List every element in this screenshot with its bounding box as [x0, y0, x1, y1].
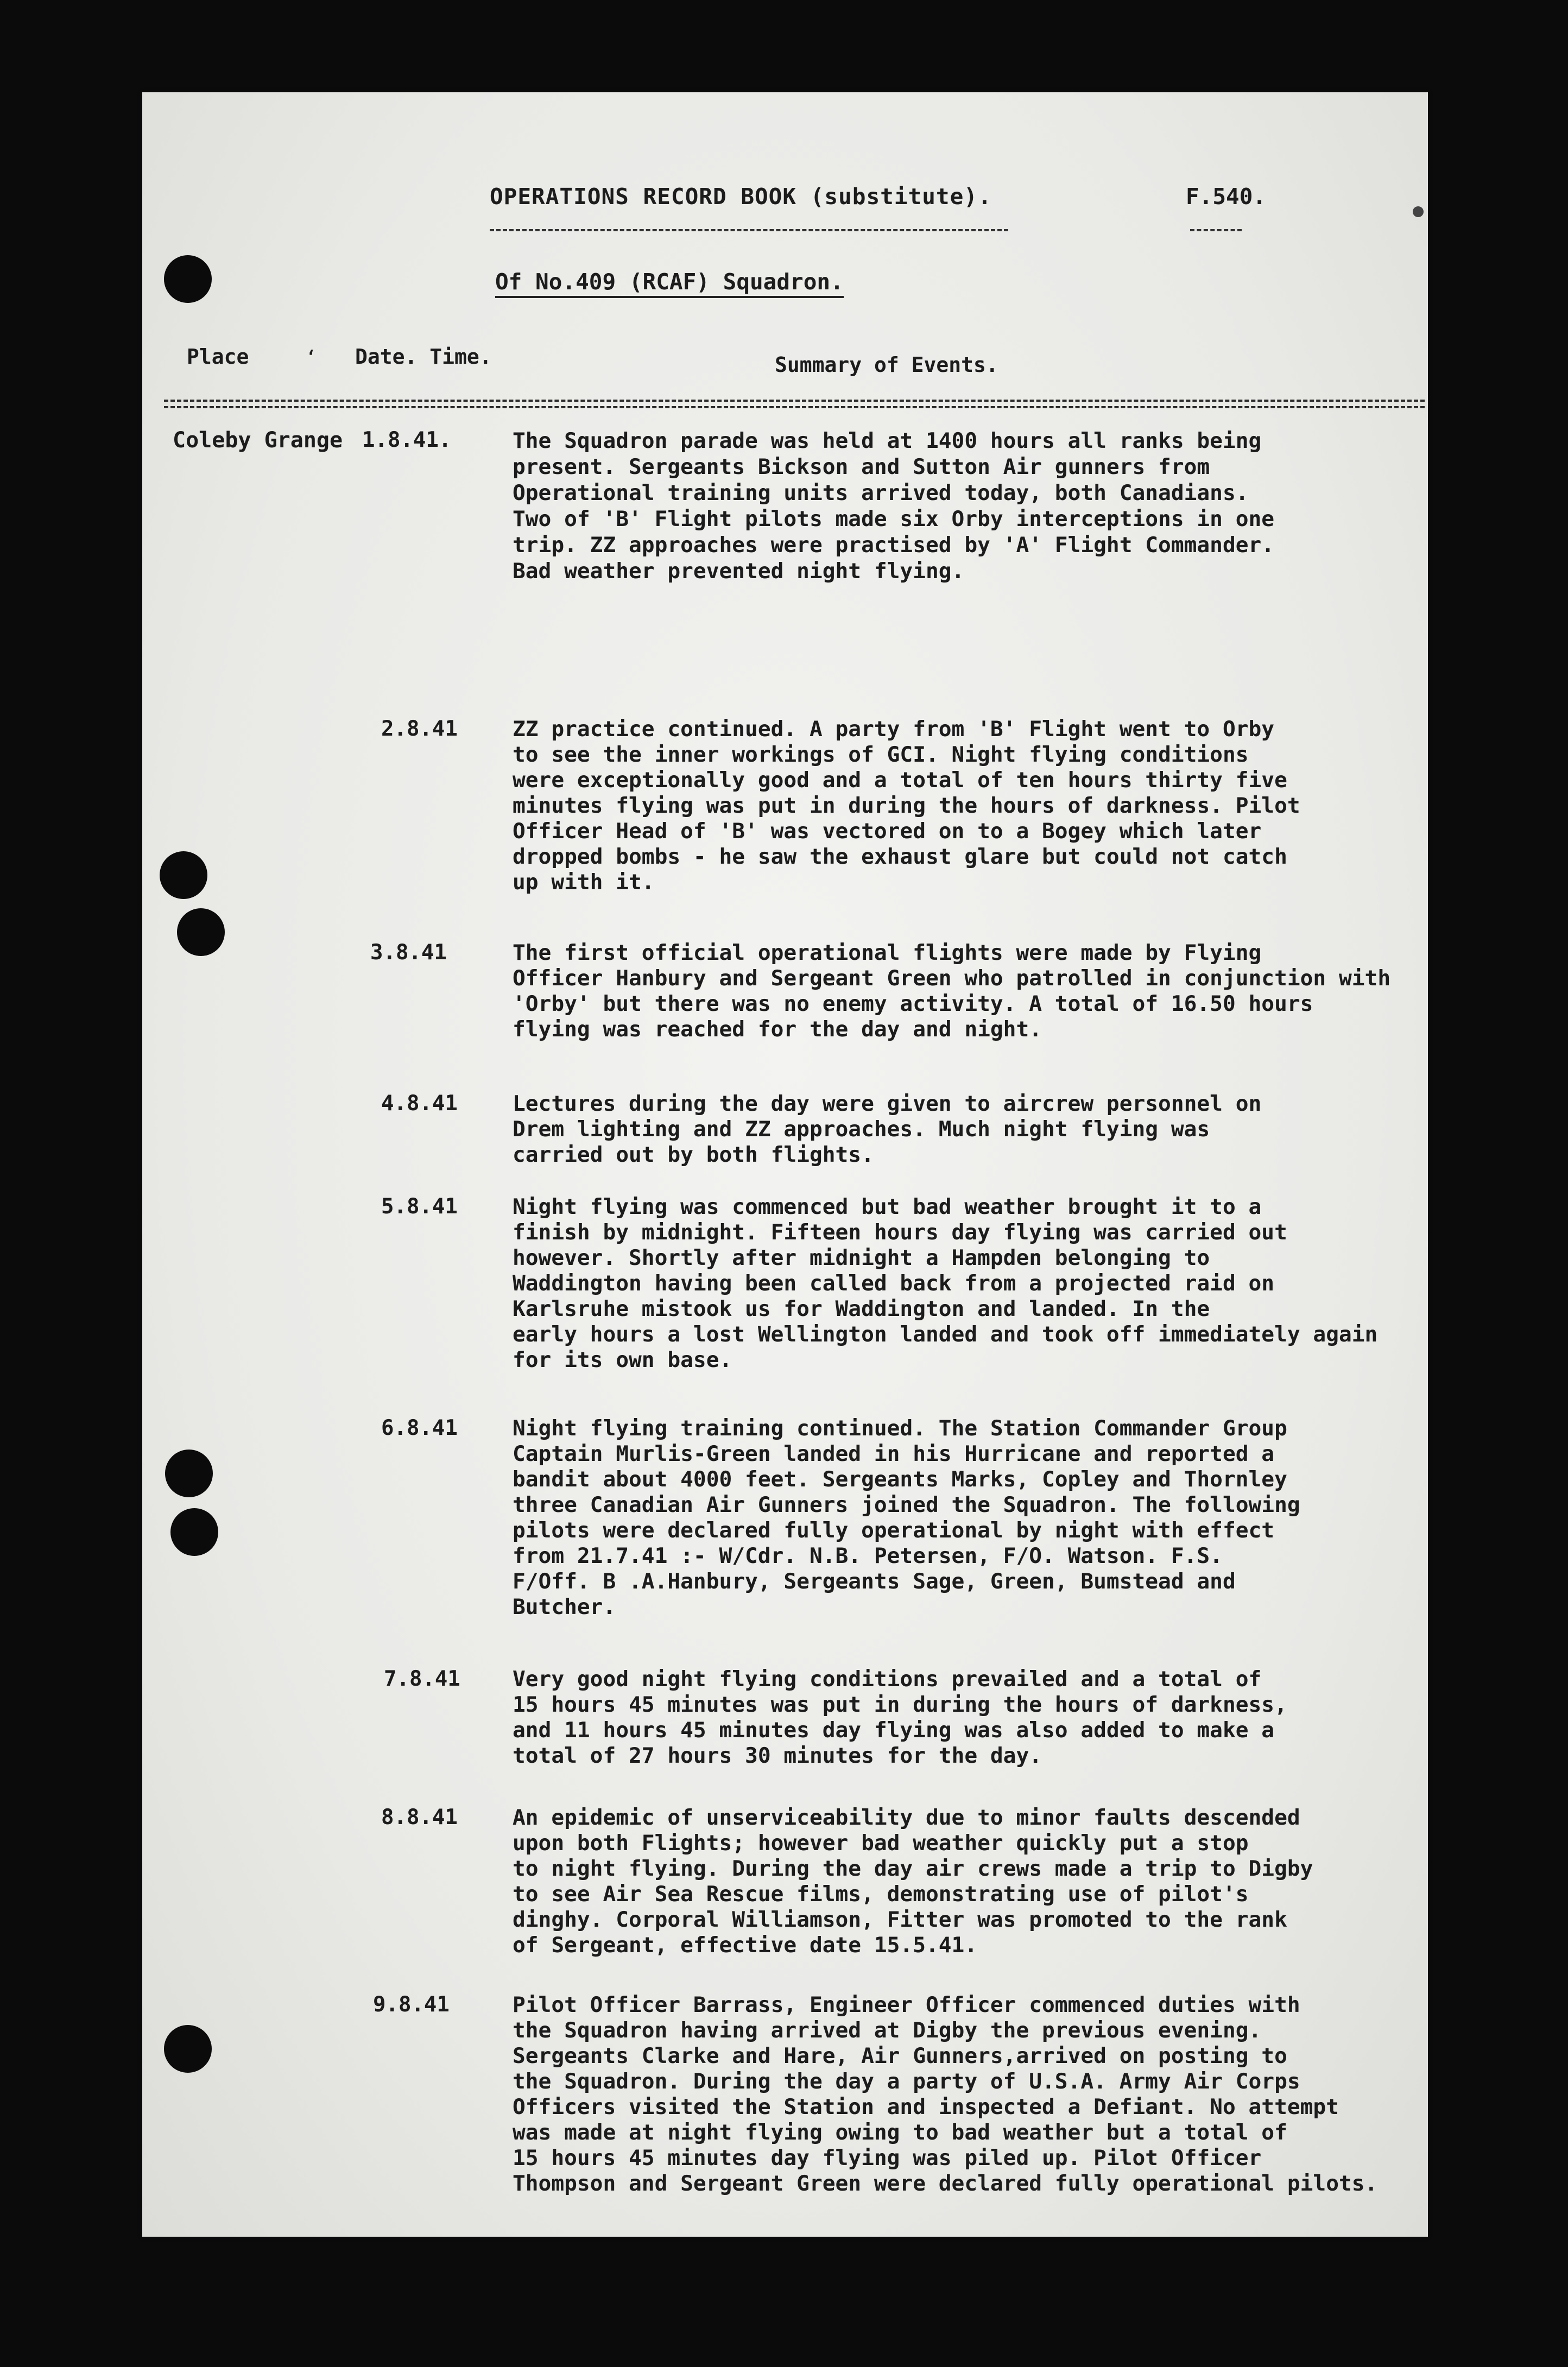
entry-summary	[513, 1091, 1403, 1168]
entry-date: 4.8.41	[381, 1091, 458, 1116]
summary-line: Officer Head of 'B' was vectored on to a Bogey which later	[513, 819, 1262, 844]
summary-line: Operational training units arrived today, both Canadians.	[513, 480, 1249, 505]
summary-line: carried out by both flights.	[513, 1142, 874, 1167]
squadron-title: Of No.409 (RCAF) Squadron.	[495, 269, 844, 298]
summary-line: up with it.	[513, 870, 655, 895]
punch-hole	[165, 1450, 213, 1497]
entry-summary	[513, 1992, 1403, 2197]
summary-line: Officers visited the Station and inspected a Defiant. No attempt	[513, 2094, 1339, 2119]
entry-date: 1.8.41.	[362, 428, 452, 452]
entry-summary	[513, 1805, 1403, 1958]
entry-date: 7.8.41	[384, 1667, 460, 1691]
punch-hole	[160, 851, 207, 899]
summary-line: Two of 'B' Flight pilots made six Orby interceptions in one	[513, 507, 1275, 531]
summary-line: ZZ practice continued. A party from 'B' Flight went to Orby	[513, 717, 1275, 742]
column-header-mark: ‘	[306, 347, 317, 366]
record-sheet	[142, 92, 1428, 2237]
entry-date: 9.8.41	[373, 1992, 450, 2017]
column-header-date-time: Date. Time.	[355, 345, 492, 369]
summary-line: Captain Murlis-Green landed in his Hurricane and reported a	[513, 1441, 1275, 1466]
summary-line: of Sergeant, effective date 15.5.41.	[513, 1933, 978, 1958]
summary-line: minutes flying was put in during the hours of darkness. Pilot	[513, 793, 1300, 818]
entry-summary	[513, 428, 1403, 584]
summary-line: Very good night flying conditions prevailed and a total of	[513, 1667, 1262, 1692]
summary-line: dinghy. Corporal Williamson, Fitter was promoted to the rank	[513, 1907, 1287, 1932]
summary-line: were exceptionally good and a total of ten hours thirty five	[513, 768, 1287, 793]
summary-line: Drem lighting and ZZ approaches. Much night flying was	[513, 1117, 1210, 1142]
summary-line: 15 hours 45 minutes day flying was piled up. Pilot Officer	[513, 2146, 1262, 2170]
summary-line: three Canadian Air Gunners joined the Squadron. The following	[513, 1492, 1300, 1517]
summary-line: F/Off. B .A.Hanbury, Sergeants Sage, Green, Bumstead and	[513, 1569, 1236, 1594]
entry-summary	[513, 1194, 1403, 1373]
summary-line: total of 27 hours 30 minutes for the day.	[513, 1743, 1042, 1768]
form-code-underline	[1190, 229, 1242, 231]
summary-line: Thompson and Sergeant Green were declared fully operational pilots.	[513, 2171, 1378, 2196]
column-header-place: Place	[187, 345, 249, 369]
summary-line: to night flying. During the day air crews made a trip to Digby	[513, 1856, 1313, 1881]
summary-line: for its own base.	[513, 1347, 732, 1372]
paper-mark	[1413, 206, 1424, 217]
summary-line: 15 hours 45 minutes was put in during the hours of darkness,	[513, 1692, 1287, 1717]
summary-line: to see the inner workings of GCI. Night flying conditions	[513, 742, 1249, 767]
entry-date: 2.8.41	[381, 717, 458, 741]
summary-line: however. Shortly after midnight a Hampden belonging to	[513, 1245, 1210, 1270]
summary-line: flying was reached for the day and night.	[513, 1017, 1042, 1042]
entry-summary	[513, 1416, 1403, 1620]
entry-date: 3.8.41	[370, 940, 447, 965]
summary-line: trip. ZZ approaches were practised by 'A' Flight Commander.	[513, 533, 1275, 558]
summary-line: finish by midnight. Fifteen hours day flying was carried out	[513, 1220, 1287, 1245]
summary-line: The first official operational flights were made by Flying	[513, 940, 1262, 965]
summary-line: Pilot Officer Barrass, Engineer Officer commenced duties with	[513, 1992, 1300, 2017]
entry-summary	[513, 940, 1403, 1042]
punch-hole	[177, 908, 225, 956]
summary-line: Sergeants Clarke and Hare, Air Gunners,arrived on posting to	[513, 2043, 1287, 2068]
entry-date: 8.8.41	[381, 1805, 458, 1830]
punch-hole	[164, 255, 212, 303]
summary-line: pilots were declared fully operational by night with effect	[513, 1518, 1275, 1543]
header-divider	[164, 406, 1425, 408]
summary-line: Butcher.	[513, 1594, 616, 1619]
summary-line: present. Sergeants Bickson and Sutton Air gunners from	[513, 454, 1210, 479]
summary-line: The Squadron parade was held at 1400 hours all ranks being	[513, 428, 1262, 453]
entry-date: 6.8.41	[381, 1416, 458, 1440]
entry-summary	[513, 1667, 1403, 1769]
summary-line: the Squadron. During the day a party of U.S.A. Army Air Corps	[513, 2069, 1300, 2094]
summary-line: from 21.7.41 :- W/Cdr. N.B. Petersen, F/O. Watson. F.S.	[513, 1543, 1223, 1568]
place-name: Coleby Grange	[173, 428, 343, 453]
header-divider	[164, 400, 1425, 402]
summary-line: Karlsruhe mistook us for Waddington and landed. In the	[513, 1296, 1210, 1321]
summary-line: to see Air Sea Rescue films, demonstrating use of pilot's	[513, 1882, 1249, 1907]
summary-line: the Squadron having arrived at Digby the previous evening.	[513, 2018, 1262, 2043]
summary-line: Night flying training continued. The Station Commander Group	[513, 1416, 1287, 1441]
summary-line: Lectures during the day were given to aircrew personnel on	[513, 1091, 1262, 1116]
column-header-summary: Summary of Events.	[775, 353, 998, 377]
summary-line: Officer Hanbury and Sergeant Green who patrolled in conjunction with	[513, 966, 1391, 991]
entry-summary	[513, 717, 1403, 895]
summary-line: and 11 hours 45 minutes day flying was also added to make a	[513, 1718, 1275, 1743]
document-title: OPERATIONS RECORD BOOK (substitute).	[490, 183, 992, 210]
summary-line: An epidemic of unserviceability due to minor faults descended	[513, 1805, 1300, 1830]
summary-line: Night flying was commenced but bad weather brought it to a	[513, 1194, 1262, 1219]
summary-line: was made at night flying owing to bad weather but a total of	[513, 2120, 1287, 2145]
title-underline	[490, 229, 1008, 231]
summary-line: dropped bombs - he saw the exhaust glare but could not catch	[513, 844, 1287, 869]
punch-hole	[164, 2025, 212, 2073]
summary-line: bandit about 4000 feet. Sergeants Marks, Copley and Thornley	[513, 1467, 1287, 1492]
summary-line: upon both Flights; however bad weather quickly put a stop	[513, 1831, 1249, 1856]
summary-line: Waddington having been called back from a projected raid on	[513, 1271, 1275, 1296]
form-code: F.540.	[1186, 183, 1267, 210]
summary-line: early hours a lost Wellington landed and took off immediately again	[513, 1322, 1378, 1347]
punch-hole	[170, 1508, 218, 1556]
summary-line: Bad weather prevented night flying.	[513, 559, 965, 584]
entry-date: 5.8.41	[381, 1194, 458, 1219]
summary-line: 'Orby' but there was no enemy activity. A total of 16.50 hours	[513, 991, 1313, 1016]
